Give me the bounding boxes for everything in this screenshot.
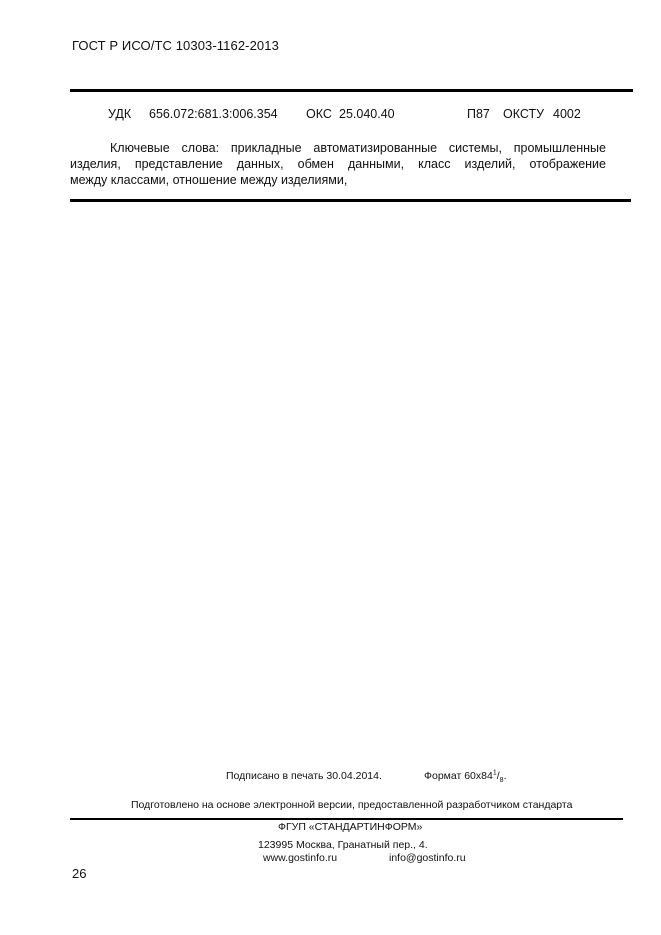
- keywords-bottom-rule: [70, 199, 631, 202]
- udk-value: 656.072:681.3:006.354: [149, 107, 278, 121]
- oks-value: 25.040.40: [339, 107, 395, 121]
- publisher-email: info@gostinfo.ru: [389, 852, 466, 864]
- keywords-line: Ключевые слова: прикладные автоматизированные системы, промышленные: [110, 141, 606, 155]
- format-numerator: 1: [492, 769, 497, 777]
- oks-label: ОКС: [306, 107, 332, 121]
- page-number: 26: [72, 866, 87, 881]
- signed-to-print: Подписано в печать 30.04.2014.: [226, 770, 382, 782]
- document-code-header: ГОСТ Р ИСО/ТС 10303-1162-2013: [72, 38, 279, 53]
- publisher-website: www.gostinfo.ru: [263, 852, 338, 864]
- okstu-label: ОКСТУ: [503, 107, 545, 121]
- okstu-value: 4002: [553, 107, 581, 121]
- publisher-address: 123995 Москва, Гранатный пер., 4.: [258, 839, 428, 851]
- group-code: П87: [467, 107, 490, 121]
- keywords-line: между классами, отношение между изделиями,: [70, 173, 348, 187]
- format-label: Формат 60x84: [424, 770, 493, 782]
- keywords-line: изделия, представление данных, обмен данными, класс изделий, отображение: [70, 157, 606, 171]
- udk-label: УДК: [108, 107, 132, 121]
- prepared-note: Подготовлено на основе электронной версии, предоставленной разработчиком стандарта: [131, 799, 573, 811]
- paper-format: Формат $60x84^1/_8$.: [424, 769, 507, 785]
- publisher-name: ФГУП «СТАНДАРТИНФОРМ»: [278, 821, 423, 833]
- imprint-rule: [70, 818, 623, 820]
- top-rule: [70, 89, 633, 92]
- format-end: .: [503, 770, 507, 782]
- keywords-paragraph: [70, 140, 606, 188]
- format-denominator: 8: [499, 777, 504, 785]
